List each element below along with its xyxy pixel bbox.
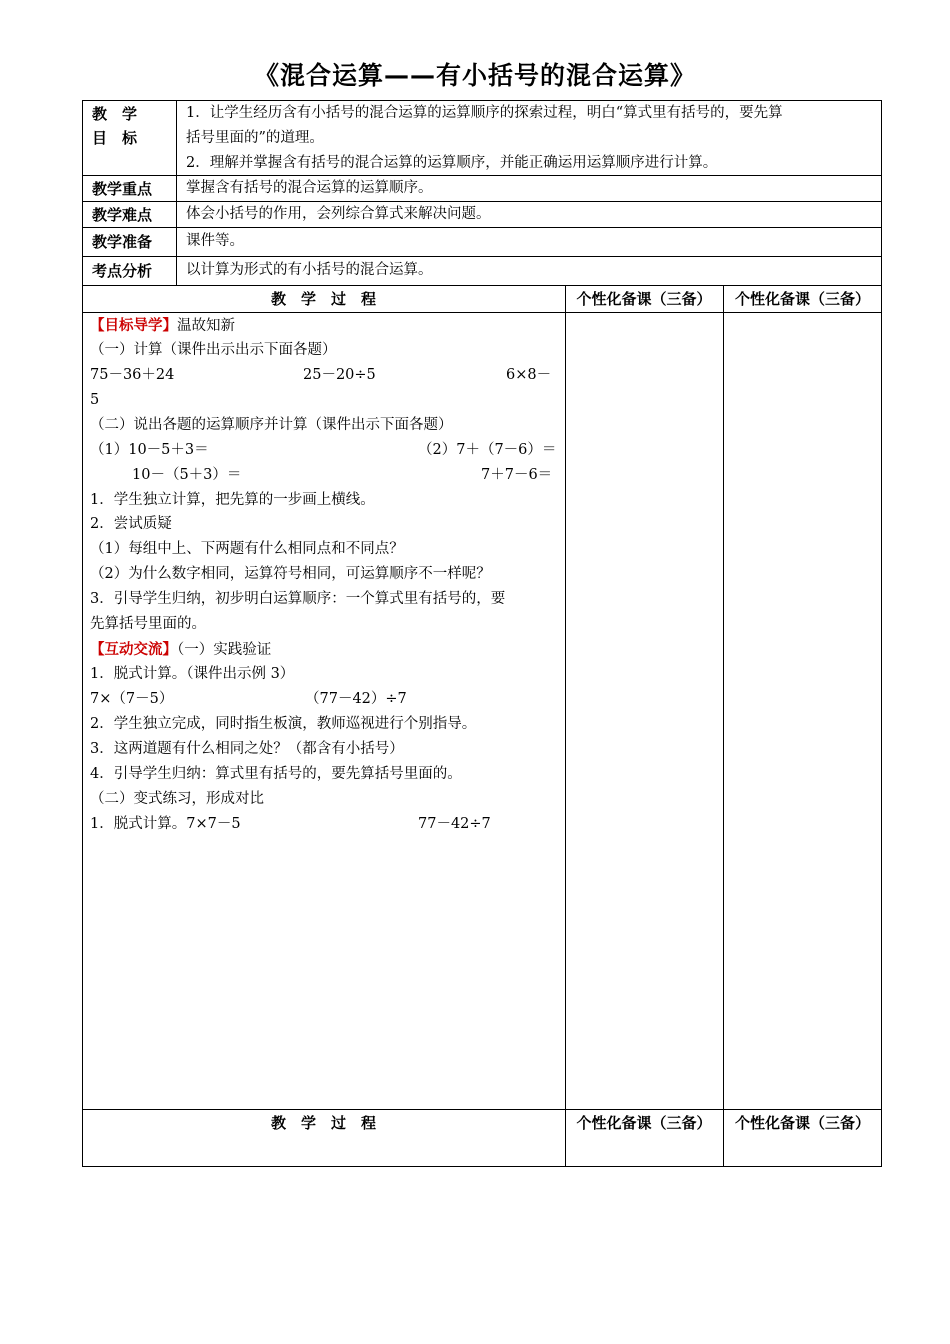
process-col-divider [723,285,724,1110]
key-text: 掌握含有括号的混合运算的运算顺序。 [186,180,433,196]
expression: 7＋7－6＝ [481,467,553,483]
goal-text: 2．理解并掌握含有括号的混合运算的运算顺序，并能正确运用运算顺序进行计算。 [186,155,718,171]
section-tag: 【目标导学】 [90,317,177,334]
section-tag: 【互动交流】 [90,641,177,658]
process-line: （1）每组中上、下两题有什么相同点和不同点？ [90,541,404,557]
personal-header: 个性化备课（三备） [576,290,712,308]
process-line: （二）变式练习，形成对比 [90,791,264,807]
expression: 5 [90,392,100,408]
footer-personal-header: 个性化备课（三备） [734,1114,870,1132]
process-line: 3．引导学生归纳，初步明白运算顺序：一个算式里有括号的，要 [90,591,506,607]
expression: 10－（5＋3）＝ [132,467,242,483]
goal-label: 教 学 [92,105,138,123]
difficulty-label: 教学难点 [92,206,153,224]
process-line: 2．尝试质疑 [90,516,172,532]
goal-text: 1．让学生经历含有小括号的混合运算的运算顺序的探索过程，明白“算式里有括号的，要先算 [186,105,783,121]
expression: （77－42）÷7 [305,691,407,707]
expression: 6×8－ [506,367,552,383]
key-label: 教学重点 [92,180,153,198]
section-heading [90,637,271,663]
info-row-divider [82,256,882,257]
expression: 75－36＋24 [90,367,175,383]
expression: （1）10－5＋3＝ [90,442,209,458]
process-line: 3．这两道题有什么相同之处？（都含有小括号） [90,741,404,757]
goal-label: 目 标 [92,129,138,147]
footer-personal-header: 个性化备课（三备） [576,1114,712,1132]
expression: 7×（7－5） [90,691,174,707]
section-title: 温故知新 [177,318,235,334]
info-row-divider [82,227,882,228]
process-line: （二）说出各题的运算顺序并计算（课件出示下面各题） [90,417,453,433]
page-title: 《混合运算——有小括号的混合运算》 [253,61,696,90]
expression: 25－20÷5 [303,367,376,383]
prep-text: 课件等。 [186,233,244,249]
exam-label: 考点分析 [92,262,153,280]
goal-text: 括号里面的”的道理。 [186,130,324,146]
expression: 1．脱式计算。7×7－5 [90,816,241,832]
process-line: （2）为什么数字相同，运算符号相同，可运算顺序不一样呢？ [90,566,491,582]
process-table [82,285,882,1110]
expression: 77－42÷7 [418,816,491,832]
process-line: 4．引导学生归纳：算式里有括号的，要先算括号里面的。 [90,766,462,782]
process-col-divider [565,285,566,1110]
process-line: （一）计算（课件出示出示下面各题） [90,342,337,358]
process-line: 1．脱式计算。（课件出示例 3） [90,666,295,682]
process-line: 1．学生独立计算，把先算的一步画上横线。 [90,492,375,508]
process-line: 2．学生独立完成，同时指生板演，教师巡视进行个别指导。 [90,716,477,732]
difficulty-text: 体会小括号的作用，会列综合算式来解决问题。 [186,206,491,222]
exam-text: 以计算为形式的有小括号的混合运算。 [186,262,433,278]
prep-label: 教学准备 [92,233,153,251]
personal-header: 个性化备课（三备） [734,290,870,308]
section-title: （一）实践验证 [177,642,272,658]
process-line: 先算括号里面的。 [90,616,206,632]
footer-process-header: 教 学 过 程 [270,1114,376,1132]
expression: （2）7＋（7－6）＝ [418,442,557,458]
section-heading [90,313,235,339]
process-header: 教 学 过 程 [270,290,376,308]
info-label-divider [176,100,177,286]
